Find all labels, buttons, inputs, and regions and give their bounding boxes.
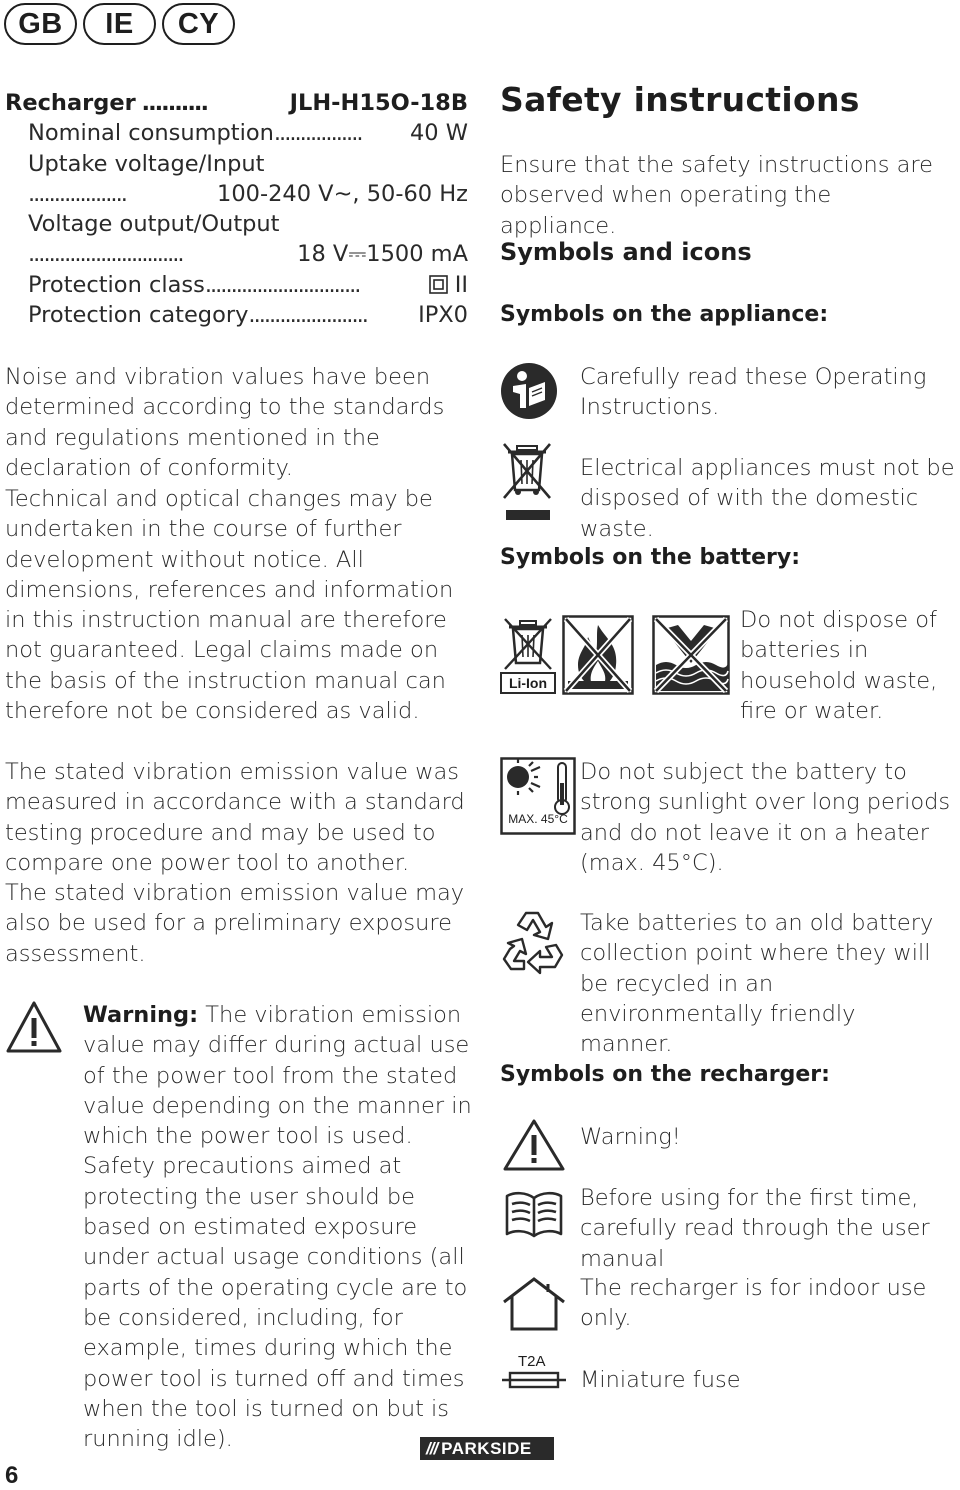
logo-stripes-icon: /// bbox=[426, 1438, 438, 1458]
warning-triangle-icon bbox=[5, 1000, 63, 1054]
spec-nominal-label: Nominal consumption bbox=[28, 120, 274, 147]
indoor-text: The recharger is for indoor use only. bbox=[580, 1275, 927, 1332]
spec-category-value: IPX0 bbox=[418, 302, 468, 329]
warning-text: The vibration emission value may differ during actual use of the power tool from the stated value depending on the manner in which the power tool is used. bbox=[83, 1002, 472, 1150]
no-water-icon bbox=[652, 615, 730, 695]
brand-name: PARKSIDE bbox=[441, 1438, 532, 1458]
battery-dispose-text: Do not dispose of batteries in household waste, fire or water. bbox=[740, 607, 938, 724]
spec-nominal-value: 40 W bbox=[409, 120, 468, 147]
noise-paragraph: Noise and vibration values have been determined according to the standards and regulations mentioned in the declaration of conformity. bbox=[5, 364, 445, 481]
spec-output-label: Voltage output/Output bbox=[28, 211, 280, 238]
page-number: 6 bbox=[5, 1462, 19, 1489]
country-badge-cy: CY bbox=[162, 3, 235, 45]
spec-row-nominal: Nominal consumption................. 40 W bbox=[5, 118, 468, 148]
sunlight-text: Do not subject the battery to strong sunlight over long periods and do not leave it on a heater (max. 45°C). bbox=[580, 759, 951, 876]
miniature-fuse-icon bbox=[502, 1370, 566, 1390]
spec-class-label: Protection class bbox=[28, 271, 205, 298]
protection-class-ii-icon bbox=[429, 275, 448, 294]
liion-label: Li-Ion bbox=[500, 672, 556, 694]
spec-row-output bbox=[5, 209, 468, 239]
fuse-text: Miniature fuse bbox=[580, 1367, 741, 1393]
recycle-icon bbox=[500, 905, 570, 975]
spec-category-label: Protection category bbox=[28, 302, 249, 329]
spec-uptake-label: Uptake voltage/Input bbox=[28, 150, 265, 177]
spec-block bbox=[5, 88, 468, 330]
spec-uptake-value: 100-240 V~, 50-60 Hz bbox=[217, 180, 468, 207]
max-temp-label: MAX. 45°C bbox=[508, 812, 568, 826]
spec-model: JLH-H15O-18B bbox=[289, 90, 468, 116]
recycle-text: Take batteries to an old battery collection point where they will be recycled in an environmentally friendly manner. bbox=[580, 910, 934, 1058]
spec-product-label: Recharger bbox=[5, 90, 136, 116]
spec-row-uptake bbox=[5, 149, 468, 179]
appliance-symbols-heading: Symbols on the appliance: bbox=[500, 302, 829, 327]
recharger-warning-text: Warning! bbox=[580, 1124, 681, 1150]
warning-block bbox=[83, 1000, 478, 1454]
symbols-heading: Symbols and icons bbox=[500, 238, 752, 266]
read-manual-circle-icon bbox=[500, 362, 558, 420]
safety-intro: Ensure that the safety instructions are observed when operating the appliance. bbox=[500, 152, 933, 239]
parkside-logo bbox=[420, 1437, 554, 1460]
fuse-rating-label: T2A bbox=[518, 1353, 546, 1370]
electrical-waste-text: Electrical appliances must not be disposed of with the domestic waste. bbox=[580, 455, 955, 542]
spec-row-class: Protection class.............................. II bbox=[5, 270, 468, 300]
read-instructions-text: Carefully read these Operating Instructions. bbox=[580, 364, 927, 421]
spec-row-output-value: .............................. 18 V⎓1500 mA bbox=[5, 239, 468, 269]
country-badge-ie: IE bbox=[83, 3, 156, 45]
warning-safety-text: Safety precautions aimed at protecting the user should be based on estimated exposure under actual usage conditions (all parts of the operating cycle are to be considered, including, for example, times during which the power tool is turned off and times when the tool is turned on but is running idle). bbox=[83, 1153, 468, 1453]
no-fire-icon bbox=[562, 615, 634, 695]
vibration-measurement-paragraph: The stated vibration emission value was measured in accordance with a standard testing procedure and may be used to compare one power tool to another. bbox=[5, 759, 465, 876]
open-book-icon bbox=[502, 1190, 566, 1240]
safety-heading: Safety instructions bbox=[500, 80, 860, 119]
recharger-warning-icon bbox=[502, 1118, 566, 1172]
technical-changes-paragraph: Technical and optical changes may be undertaken in the course of further development without notice. All dimensions, references and information in this instruction manual are therefore not guaranteed. Legal claims made on the basis of the instruction manual can therefore not be considered as valid. bbox=[5, 486, 454, 725]
spec-row-uptake-value: ................... 100-240 V~, 50-60 Hz bbox=[5, 179, 468, 209]
spec-class-value: II bbox=[454, 271, 468, 298]
recharger-symbols-heading: Symbols on the recharger: bbox=[500, 1062, 830, 1087]
battery-symbols-heading: Symbols on the battery: bbox=[500, 545, 800, 570]
spec-row-category: Protection category....................... IPX0 bbox=[5, 300, 468, 330]
spec-row-model: Recharger .......... JLH-H15O-18B bbox=[5, 88, 468, 118]
read-manual-text: Before using for the first time, carefully read through the user manual bbox=[580, 1185, 930, 1272]
crossed-bin-icon bbox=[500, 440, 554, 522]
vibration-assessment-paragraph: The stated vibration emission value may also be used for a preliminary exposure assessment. bbox=[5, 880, 465, 967]
country-badge-gb: GB bbox=[4, 3, 77, 45]
warning-label: Warning: bbox=[83, 1002, 199, 1028]
spec-class-value-wrap bbox=[429, 270, 468, 300]
spec-output-value: 18 V⎓1500 mA bbox=[297, 241, 468, 268]
indoor-house-icon bbox=[502, 1276, 566, 1332]
